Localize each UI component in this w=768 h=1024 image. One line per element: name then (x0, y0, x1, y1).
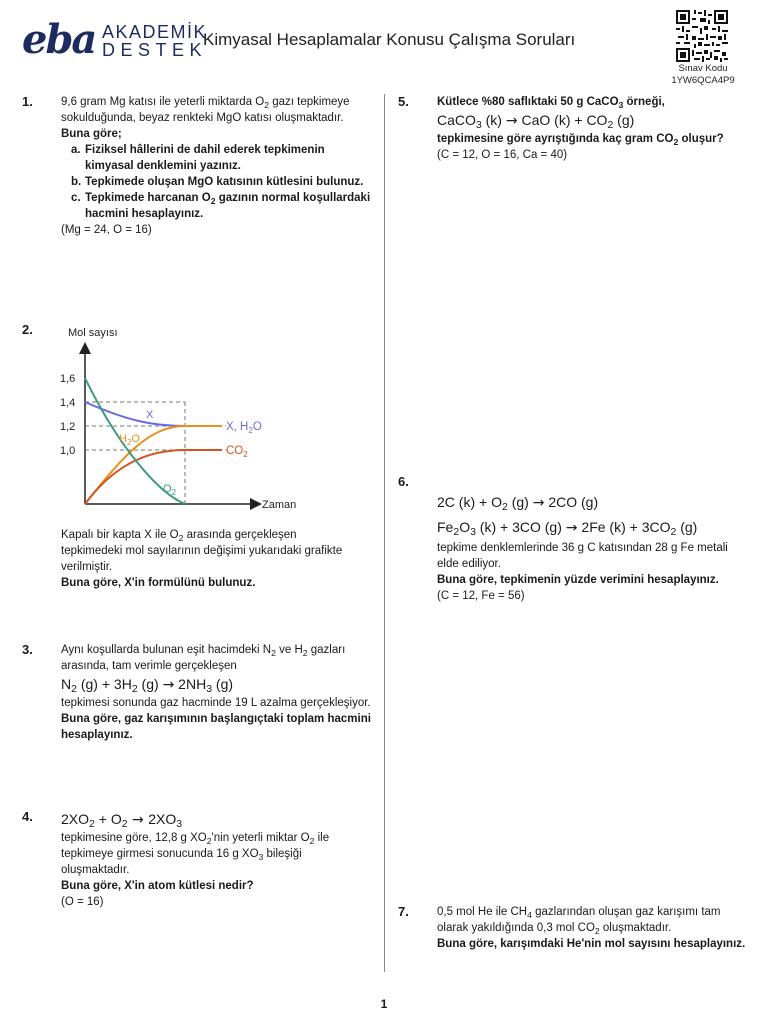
q4-text: tepkimesine göre, 12,8 g $XO_2'nin$ yeterli miktar $O_2$ ile tepkimeye girmesi sonucunda 16 g $XO_3$ bileşiği oluşmaktadır. (61, 832, 330, 876)
q6-text: tepkime denklemlerinde 36 g C katısından 28 g Fe metali elde ediliyor. (437, 542, 728, 570)
q2-number: 2. (22, 322, 33, 337)
q6-equation-2: $Fe_2O_3$ (k) + 3CO (g) → 2Fe $(k) + 3CO_2$ (g) (437, 519, 698, 538)
label-o2: $O_2$ (163, 483, 177, 497)
document-title: Kimyasal Hesaplamalar Konusu Çalışma Soruları (203, 30, 576, 49)
y-tick-1-2: 1,2 (60, 421, 76, 433)
q3-body (61, 642, 371, 743)
q5-equation: CaCO$_3$ (k) → CaO $(k) + CO_2$ (g) (437, 112, 635, 131)
q3-equation: $N_2$ $(g) + 3H_2$ $(g) \to 2NH_3$ (g) (61, 676, 234, 695)
q5-head: Kütlece %80 saflıktaki 50 g CaCO$_3$ örneği, (437, 96, 665, 110)
q1-body (61, 94, 371, 238)
q6-number: 6. (398, 474, 409, 489)
mol-time-chart (56, 322, 376, 522)
chart-xlabel: Zaman (262, 499, 297, 511)
q4-question: Buna göre, X'in atom kütlesi nedir? (61, 880, 254, 892)
q4-equation: $2XO_2 + O_2 \to 2XO_3$ (61, 811, 183, 830)
q1-item-b: b. Tepkimede oluşan MgO katısının kütlesini bulunuz. (71, 176, 364, 188)
q3-number: 3. (22, 642, 33, 657)
q7-text: 0,5 mol He ile $CH_4$ gazlarından oluşan gaz karışımı tam olarak yakıldığında 0,3 mol $CO_2$ oluşmaktadır. (437, 906, 721, 936)
exam-code-block (640, 63, 766, 87)
y-tick-labels (60, 373, 75, 457)
label-x: X (146, 409, 154, 421)
q4-number: 4. (22, 809, 33, 824)
q1-subquestions (61, 142, 371, 222)
logo: eba (22, 16, 96, 63)
q5-number: 5. (398, 94, 409, 109)
q4-body (61, 809, 371, 910)
q5-body (437, 94, 747, 163)
q4-note: (O = 16) (61, 896, 104, 908)
q5-question: tepkimesine göre ayrıştığında kaç gram $CO_2$ oluşur? (437, 133, 724, 147)
page-number: 1 (380, 997, 388, 1011)
exam-code: 1YW6QCA4P9 (671, 75, 735, 86)
logo-text-akademik: AKADEMİK (102, 22, 208, 42)
series-h2o-line (85, 426, 222, 504)
qr-code-icon (676, 10, 728, 62)
y-tick-1-4: 1,4 (60, 397, 76, 409)
q6-note: (C = 12, Fe = 56) (437, 590, 525, 602)
q7-body (437, 904, 747, 952)
q1-note: (Mg = 24, O = 16) (61, 224, 152, 236)
y-tick-1-0: 1,0 (60, 445, 76, 457)
q7-number: 7. (398, 904, 409, 919)
q2-question: Buna göre, X'in formülünü bulunuz. (61, 577, 256, 589)
logo-text-destek: DESTEK (102, 40, 208, 60)
q2-body (61, 527, 361, 591)
label-co2-right: $CO_2$ (226, 445, 248, 459)
q6-question: Buna göre, tepkimenin yüzde verimini hesaplayınız. (437, 574, 719, 586)
exam-code-label: Sınav Kodu (678, 63, 728, 74)
q7-question: Buna göre, karışımdaki He'nin mol sayısını hesaplayınız. (437, 938, 746, 950)
y-tick-1-6: 1,6 (60, 373, 76, 385)
q1-item-c: c. Tepkimede harcanan $O_2$ gazının normal koşullardaki hacmini hesaplayınız. (71, 192, 371, 220)
series-co2-line (85, 450, 222, 504)
q3-after: tepkimesi sonunda gaz hacminde 19 L azalma gerçekleşiyor. (61, 697, 371, 709)
q3-intro: Aynı koşullarda bulunan eşit hacimdeki $N_2$ ve $H_2$ gazları arasında, tam verimle gerçekleşen (61, 644, 346, 672)
q6-equation-1: 2C $(k) + O_2$ (g) → 2CO (g) (437, 494, 599, 513)
q5-note: (C = 12, O = 16, Ca = 40) (437, 149, 568, 161)
q3-question: Buna göre, gaz karışımının başlangıçtaki toplam hacmini hesaplayınız. (61, 713, 371, 741)
label-h2o: $H_2O$ (119, 433, 140, 447)
q1-lead: Buna göre; (61, 128, 122, 140)
label-x-h2o-right: X, $H_2O$ (226, 421, 262, 435)
q6-body (437, 492, 747, 604)
q1-intro: 9,6 gram Mg katısı ile yeterli miktarda $O_2$ gazı tepkimeye sokulduğunda, beyaz renkteki MgO katısı oluşmaktadır. (61, 96, 350, 124)
q1-item-a: a. Fiziksel hâllerini de dahil ederek tepkimenin kimyasal denklemini yazınız. (71, 144, 325, 172)
q1-number: 1. (22, 94, 33, 109)
column-divider (384, 94, 385, 972)
series-x-line (85, 402, 222, 426)
q2-text: Kapalı bir kapta X ile $O_2$ arasında gerçekleşen tepkimedeki mol sayılarının değişimi yukarıdaki grafikte verilmiştir. (61, 529, 343, 573)
chart-ylabel: Mol sayısı (68, 327, 118, 339)
